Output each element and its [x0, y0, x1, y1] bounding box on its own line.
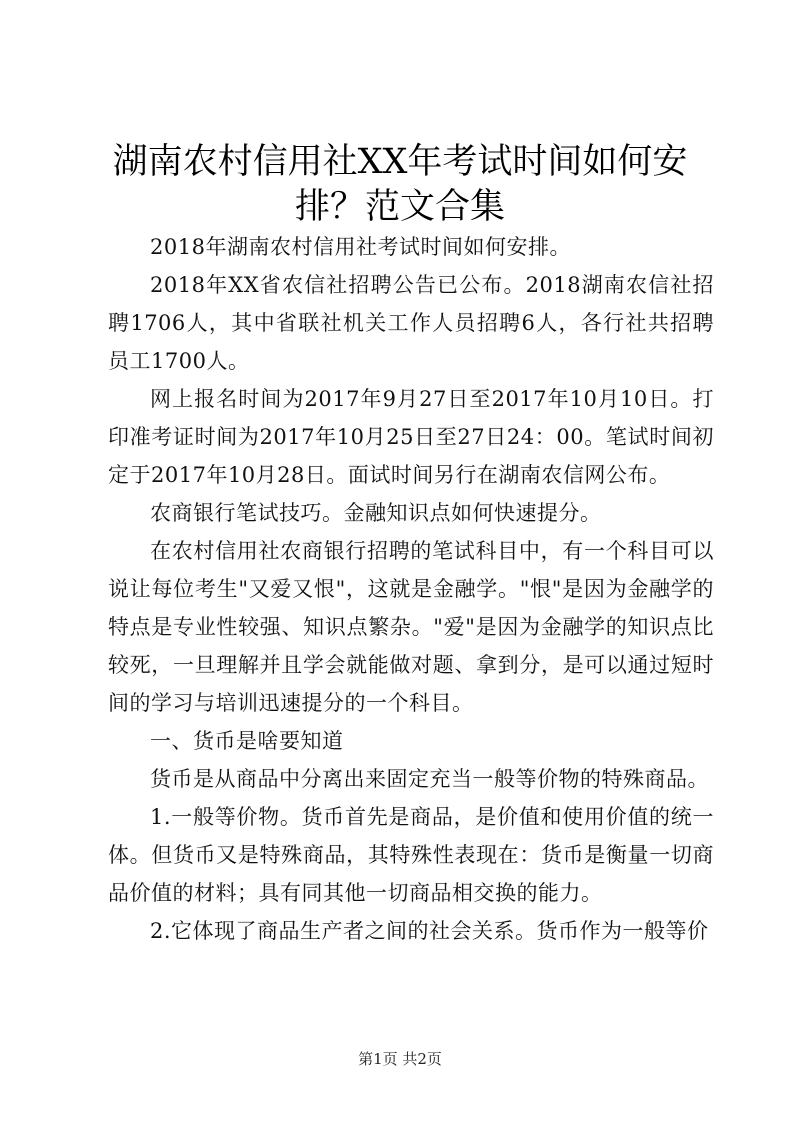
paragraph: 2018年XX省农信社招聘公告已公布。2018湖南农信社招聘1706人，其中省联社机关工作人员招聘6人，各行社共招聘员工1700人。 — [108, 273, 714, 373]
document-title: 湖南农村信用社XX年考试时间如何安排？范文合集 — [112, 142, 688, 227]
section-heading: 一、货币是啥要知道 — [150, 729, 344, 753]
paragraph: 货币是从商品中分离出来固定充当一般等价物的特殊商品。 — [150, 767, 709, 791]
paragraph: 2.它体现了商品生产者之间的社会关系。货币作为一般等价 — [150, 919, 709, 943]
paragraph: 2018年湖南农村信用社考试时间如何安排。 — [150, 235, 571, 259]
paragraph: 1.一般等价物。货币首先是商品，是价值和使用价值的统一体。但货币又是特殊商品，其特殊性表现在：货币是衡量一切商品价值的材料；具有同其他一切商品相交换的能力。 — [108, 805, 714, 905]
paragraph: 农商银行笔试技巧。金融知识点如何快速提分。 — [150, 501, 602, 525]
document-body — [108, 228, 714, 950]
paragraph: 在农村信用社农商银行招聘的笔试科目中，有一个科目可以说让每位考生"又爱又恨"，这就是金融学。"恨"是因为金融学的特点是专业性较强、知识点繁杂。"爱"是因为金融学的知识点比较死，一旦理解并且学会就能做对题、拿到分，是可以通过短时间的学习与培训迅速提分的一个科目。 — [108, 539, 714, 715]
paragraph: 网上报名时间为2017年9月27日至2017年10月10日。打印准考证时间为2017年10月25日至27日24：00。笔试时间初定于2017年10月28日。面试时间另行在湖南农信网公布。 — [108, 387, 714, 487]
page-footer: 第1页 共2页 — [358, 1050, 442, 1068]
